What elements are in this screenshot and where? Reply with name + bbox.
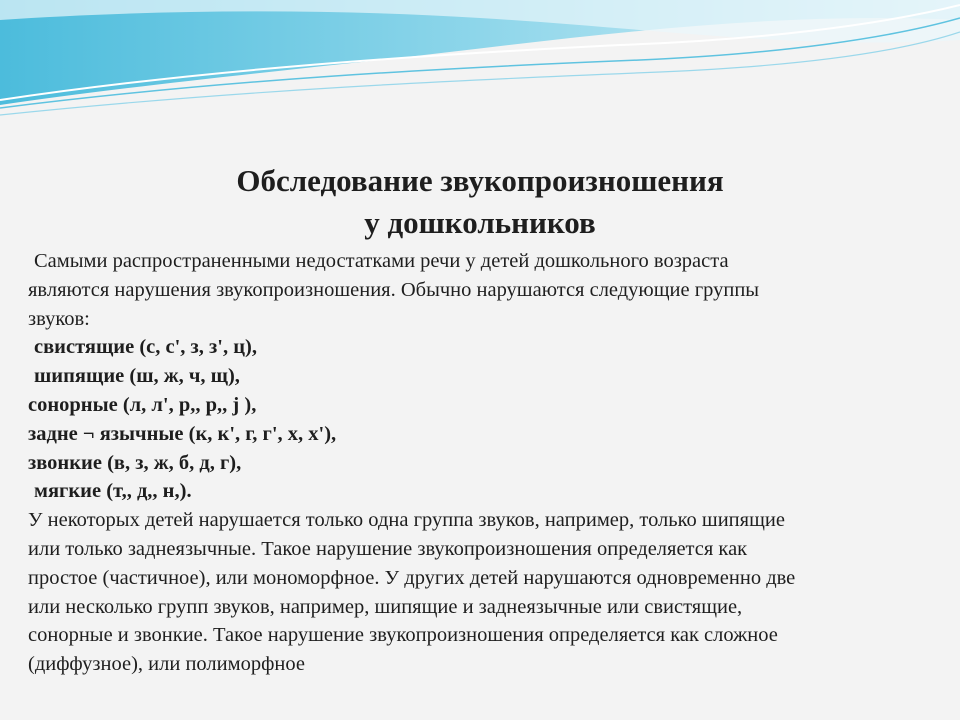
title-line-2: у дошкольников [364, 205, 596, 240]
wave-decoration [0, 0, 960, 130]
slide-title [0, 160, 960, 244]
intro-line: звуков: [28, 307, 90, 330]
conclusion-line: (диффузное), или полиморфное [28, 653, 305, 676]
group-item-back-lingual: задне ¬ язычные (к, к', г, г', х, х'), [28, 422, 337, 445]
group-item-voiced: звонкие (в, з, ж, б, д, г), [28, 451, 242, 474]
conclusion-line: или только заднеязычные. Такое нарушение звукопроизношения определяется как [28, 537, 748, 560]
conclusion-line: У некоторых детей нарушается только одна группа звуков, например, только шипящие [28, 509, 785, 532]
intro-line: Самыми распространенными недостатками речи у детей дошкольного возраста [34, 250, 729, 272]
group-item-soft: мягкие (т,, д,, н,). [34, 480, 192, 503]
title-line-1: Обследование звукопроизношения [236, 163, 724, 198]
slide-body [28, 247, 948, 679]
conclusion-line: или несколько групп звуков, например, шипящие и заднеязычные или свистящие, [28, 595, 743, 618]
conclusion-line: простое (частичное), или мономорфное. У других детей нарушаются одновременно две [28, 566, 796, 589]
conclusion-line: сонорные и звонкие. Такое нарушение звукопроизношения определяется как сложное [28, 624, 778, 647]
group-item-whistling: свистящие (с, с', з, з', ц), [34, 336, 257, 359]
group-item-hissing: шипящие (ш, ж, ч, щ), [34, 365, 240, 388]
group-item-sonorant: сонорные (л, л', р,, р,, j ), [28, 393, 257, 416]
intro-line: являются нарушения звукопроизношения. Обычно нарушаются следующие группы [28, 278, 760, 301]
